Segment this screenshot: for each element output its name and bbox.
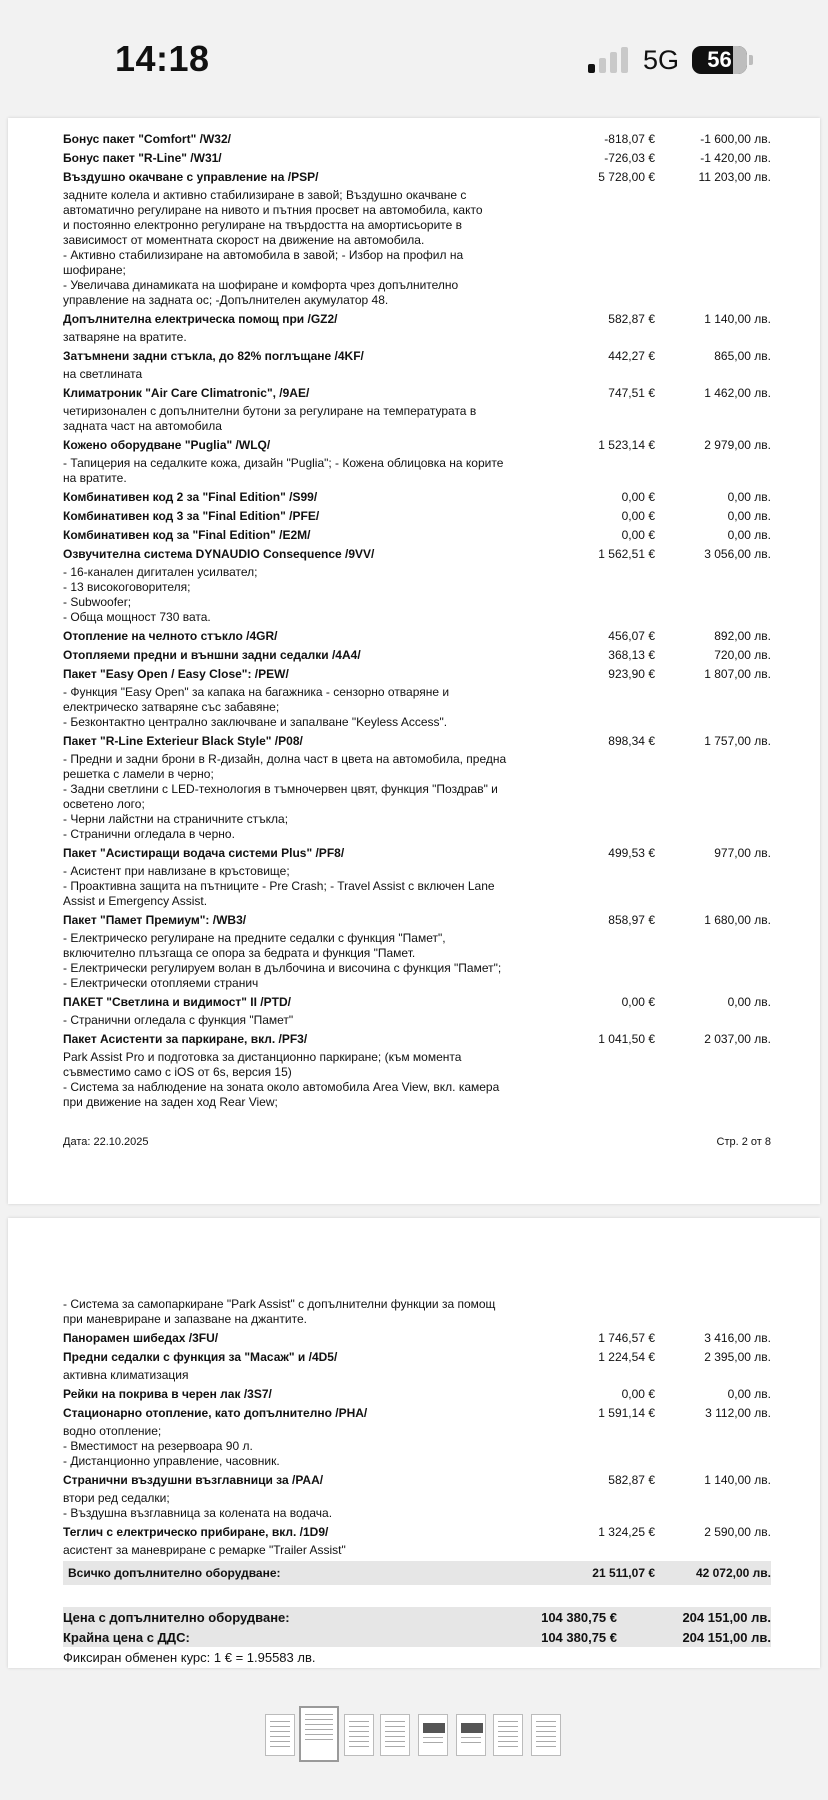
price-eur: 368,13 € [608,648,655,662]
equipment-row [63,168,771,187]
description-line: включително плъзгаща се опора за бедрата и функция "Памет. [63,946,416,960]
description-line: - Функция "Easy Open" за капака на багажника - сензорно отваряне и [63,685,450,699]
equipment-row [63,347,771,366]
description-line: - Задни светлини с LED-технология в тъмночервен цвят, функция "Поздрав" и [63,782,498,796]
equipment-row [63,384,771,403]
price-bgn: 720,00 лв. [714,648,771,662]
thumbnail-text-line [385,1736,405,1737]
description-line: - Електрически регулируем волан в дълбочина и височина с функция "Памет"; [63,961,502,975]
thumbnail-text-line [349,1736,369,1737]
final-price-label: Крайна цена с ДДС: [63,1630,190,1645]
equipment-name: Пакет "Easy Open / Easy Close": /PEW/ [63,667,289,681]
equipment-description [63,930,771,993]
equipment-name: Странични въздушни възглавници за /PAA/ [63,1473,324,1487]
page-thumbnail[interactable] [344,1714,374,1756]
equipment-description [63,564,771,627]
price-eur: 0,00 € [621,1387,655,1401]
equipment-row [63,436,771,455]
price-bgn: 2 979,00 лв. [704,438,771,452]
price-eur: -818,07 € [604,132,655,146]
description-line: съвместимо само с iOS от 6s, версия 15) [63,1065,292,1079]
thumbnail-image [423,1723,445,1733]
thumbnail-text-line [536,1726,556,1727]
thumbnail-text-line [305,1734,333,1735]
equipment-row [63,844,771,863]
equipment-description [63,863,771,911]
description-line: - Въздушна възглавница за колената на водача. [63,1506,333,1520]
equipment-name: Предни седалки с функция за "Масаж" и /4D5/ [63,1350,338,1364]
description-line: решетка с ламели в черно; [63,767,214,781]
equipment-list-continued [63,1296,771,1665]
description-line: - Асистент при навлизане в кръстовище; [63,864,290,878]
thumbnail-text-line [270,1746,290,1747]
description-line: и постоянно електронно регулиране на твърдостта на амортисьорите в [63,218,463,232]
document-page-3 [8,1218,820,1668]
equipment-name: Пакет "Асистиращи водача системи Plus" /PF8/ [63,846,345,860]
final-price-eur: 104 380,75 € [541,1630,617,1645]
page-thumbnail[interactable] [456,1714,486,1756]
thumbnail-text-line [305,1714,333,1715]
equipment-description [63,403,771,436]
price-eur: 923,90 € [608,667,655,681]
description-line: - Subwoofer; [63,595,132,609]
price-eur: 1 746,57 € [598,1331,655,1345]
thumbnail-text-line [385,1726,405,1727]
price-bgn: 2 590,00 лв. [704,1525,771,1539]
page-thumbnail[interactable] [380,1714,410,1756]
description-line: осветено лого; [63,797,145,811]
equipment-description [63,455,771,488]
final-price [63,1627,771,1647]
description-line: - Електрически отопляеми странич [63,976,259,990]
description-line: - Странични огледала в черно. [63,827,235,841]
description-line: - Странични огледала с функция "Памет" [63,1013,294,1027]
thumbnail-text-line [385,1746,405,1747]
thumbnail-text-line [305,1729,333,1730]
equipment-description [63,366,771,384]
equipment-name: Стационарно отопление, като допълнително /PHA/ [63,1406,368,1420]
equipment-row [63,1385,771,1404]
thumbnail-text-line [305,1739,333,1740]
equipment-row [63,646,771,665]
equipment-name: Комбинативен код 3 за "Final Edition" /PFE/ [63,509,320,523]
thumbnail-text-line [385,1731,405,1732]
description-line: - Предни и задни брони в R-дизайн, долна част в цвета на автомобила, предна [63,752,507,766]
price-bgn: -1 600,00 лв. [700,132,771,146]
equipment-row [63,488,771,507]
thumbnail-text-line [305,1719,333,1720]
price-eur: 1 562,51 € [598,547,655,561]
description-line: - Активно стабилизиране на автомобила в завой; - Избор на профил на [63,248,464,262]
equipment-name: Отопление на челното стъкло /4GR/ [63,629,278,643]
equipment-row [63,1348,771,1367]
equipment-row [63,993,771,1012]
description-line: активна климатизация [63,1368,189,1382]
equipment-description [63,1049,771,1112]
description-line: - 16-канален дигитален усилвател; [63,565,258,579]
equipment-description [63,684,771,732]
equipment-name: Пакет "Памет Премиум": /WB3/ [63,913,247,927]
price-with-extras-bgn: 204 151,00 лв. [682,1610,771,1625]
price-bgn: 0,00 лв. [727,1387,771,1401]
final-price-bgn: 204 151,00 лв. [682,1630,771,1645]
battery-percent: 56 [707,47,732,72]
price-eur: 5 728,00 € [598,170,655,184]
description-line: - Проактивна защита на пътниците - Pre Crash; - Travel Assist с включен Lane [63,879,495,893]
price-eur: 1 523,14 € [598,438,655,452]
thumbnail-text-line [536,1731,556,1732]
equipment-name: Комбинативен код за "Final Edition" /E2M/ [63,528,311,542]
equipment-name: Затъмнени задни стъкла, до 82% поглъщане /4KF/ [63,349,364,363]
description-line: - Увеличава динамиката на шофиране и комфорта чрез допълнително [63,278,459,292]
thumbnail-text-line [461,1737,481,1738]
equipment-name: Допълнителна електрическа помощ при /GZ2/ [63,312,338,326]
price-with-extras [63,1607,771,1627]
description-line: зависимост от моментната скорост на движение на автомобила. [63,233,425,247]
price-eur: 1 041,50 € [598,1032,655,1046]
description-line: четиризонален с допълнителни бутони за регулиране на температурата в [63,404,477,418]
thumbnail-text-line [270,1736,290,1737]
description-line: водно отопление; [63,1424,162,1438]
description-line: - Тапицерия на седалките кожа, дизайн "Puglia"; - Кожена облицовка на корите [63,456,504,470]
equipment-row [63,1471,771,1490]
price-bgn: 0,00 лв. [727,509,771,523]
thumbnail-text-line [498,1741,518,1742]
thumbnail-text-line [536,1721,556,1722]
price-bgn: 1 140,00 лв. [704,1473,771,1487]
page-thumbnail[interactable] [299,1706,339,1762]
price-eur: 1 224,54 € [598,1350,655,1364]
description-line: - Черни лайстни на страничните стъкла; [63,812,289,826]
equipment-row [63,310,771,329]
equipment-row [63,665,771,684]
description-line: при маневриране и запазване на джантите. [63,1312,308,1326]
total-extras-label: Всичко допълнително оборудване: [68,1566,281,1580]
thumbnail-text-line [423,1737,443,1738]
continued-description [63,1296,771,1329]
equipment-name: Пакет Асистенти за паркиране, вкл. /PF3/ [63,1032,308,1046]
thumbnail-text-line [461,1742,481,1743]
price-bgn: -1 420,00 лв. [700,151,771,165]
description-line: задните колела и активно стабилизиране в завой; Въздушно окачване с [63,188,467,202]
price-bgn: 2 037,00 лв. [704,1032,771,1046]
total-extras-bgn: 42 072,00 лв. [695,1566,771,1580]
description-line: втори ред седалки; [63,1491,170,1505]
clock: 14:18 [115,38,210,79]
price-eur: 456,07 € [608,629,655,643]
thumbnail-text-line [536,1741,556,1742]
thumbnail-text-line [349,1731,369,1732]
description-line: Assist и Emergency Assist. [63,894,208,908]
thumbnail-text-line [349,1726,369,1727]
description-line: затваряне на вратите. [63,330,187,344]
price-eur: 0,00 € [621,490,655,504]
price-bgn: 11 203,00 лв. [698,170,771,184]
total-extras [63,1561,771,1585]
equipment-description [63,1367,771,1385]
equipment-description [63,187,771,310]
equipment-row [63,1030,771,1049]
price-eur: -726,03 € [604,151,655,165]
price-eur: 582,87 € [608,1473,655,1487]
description-line: - Система за самопаркиране "Park Assist" с допълнителни функции за помощ [63,1297,496,1311]
description-line: асистент за маневриране с ремарке "Trailer Assist" [63,1543,346,1557]
equipment-name: ПАКЕТ "Светлина и видимост" II /PTD/ [63,995,291,1009]
equipment-description [63,1542,771,1560]
cellular-signal-icon [588,47,630,73]
price-with-extras-label: Цена с допълнително оборудване: [63,1610,290,1625]
description-line: шофиране; [63,263,126,277]
equipment-row [63,1523,771,1542]
price-bgn: 3 056,00 лв. [704,547,771,561]
price-bgn: 865,00 лв. [714,349,771,363]
document-page-2 [8,118,820,1204]
thumbnail-text-line [498,1736,518,1737]
thumbnail-text-line [270,1731,290,1732]
equipment-row [63,911,771,930]
thumbnail-text-line [498,1746,518,1747]
price-with-extras-eur: 104 380,75 € [541,1610,617,1625]
equipment-name: Комбинативен код 2 за "Final Edition" /S99/ [63,490,318,504]
equipment-description [63,329,771,347]
price-eur: 0,00 € [621,528,655,542]
price-eur: 0,00 € [621,995,655,1009]
price-bgn: 1 680,00 лв. [704,913,771,927]
equipment-name: Панорамен шибедах /3FU/ [63,1331,219,1345]
equipment-row [63,526,771,545]
price-bgn: 0,00 лв. [727,995,771,1009]
equipment-list [63,130,771,1112]
price-bgn: 1 807,00 лв. [704,667,771,681]
equipment-description [63,1012,771,1030]
equipment-name: Озвучителна система DYNAUDIO Consequence /9VV/ [63,547,375,561]
page-thumbnail[interactable] [493,1714,523,1756]
equipment-row [63,1329,771,1348]
equipment-row [63,545,771,564]
price-bgn: 1 757,00 лв. [704,734,771,748]
thumbnail-text-line [349,1741,369,1742]
price-bgn: 1 462,00 лв. [704,386,771,400]
equipment-row [63,627,771,646]
description-line: - Безконтактно централно заключване и запалване "Keyless Access". [63,715,448,729]
equipment-description [63,1423,771,1471]
spacer [63,1585,771,1607]
page-thumbnail[interactable] [531,1714,561,1756]
thumbnail-text-line [498,1726,518,1727]
price-eur: 0,00 € [621,509,655,523]
battery-cap-icon [749,55,753,65]
total-extras-eur: 21 511,07 € [592,1566,655,1580]
description-line: на светлината [63,367,143,381]
status-bar [0,0,828,118]
thumbnail-text-line [423,1742,443,1743]
footer-date: Дата: 22.10.2025 [63,1136,149,1148]
price-eur: 1 324,25 € [598,1525,655,1539]
price-bgn: 0,00 лв. [727,490,771,504]
thumbnail-text-line [498,1731,518,1732]
price-eur: 442,27 € [608,349,655,363]
thumbnail-text-line [349,1746,369,1747]
thumbnail-text-line [305,1724,333,1725]
thumbnail-image [461,1723,483,1733]
description-line: - Електрическо регулиране на предните седалки с функция "Памет", [63,931,446,945]
thumbnail-text-line [349,1721,369,1722]
thumbnail-text-line [270,1726,290,1727]
equipment-description [63,751,771,844]
price-eur: 582,87 € [608,312,655,326]
price-eur: 1 591,14 € [598,1406,655,1420]
page-thumbnail[interactable] [265,1714,295,1756]
thumbnail-text-line [385,1721,405,1722]
equipment-row [63,1404,771,1423]
thumbnail-text-line [536,1746,556,1747]
price-bgn: 0,00 лв. [727,528,771,542]
thumbnail-text-line [270,1741,290,1742]
price-bgn: 1 140,00 лв. [704,312,771,326]
price-bgn: 892,00 лв. [714,629,771,643]
equipment-name: Въздушно окачване с управление на /PSP/ [63,170,319,184]
description-line: - Вместимост на резервоара 90 л. [63,1439,253,1453]
equipment-name: Пакет "R-Line Exterieur Black Style" /P08/ [63,734,303,748]
equipment-name: Рейки на покрива в черен лак /3S7/ [63,1387,272,1401]
thumbnail-text-line [536,1736,556,1737]
equipment-name: Кожено оборудване "Puglia" /WLQ/ [63,438,271,452]
equipment-row [63,149,771,168]
description-line: - 13 високоговорителя; [63,580,191,594]
equipment-name: Бонус пакет "R-Line" /W31/ [63,151,222,165]
battery-icon [692,46,747,74]
description-line: задната част на автомобила [63,419,222,433]
price-eur: 898,34 € [608,734,655,748]
price-bgn: 2 395,00 лв. [704,1350,771,1364]
price-bgn: 3 112,00 лв. [705,1406,771,1420]
equipment-row [63,507,771,526]
description-line: при движение на заден ход Rear View; [63,1095,278,1109]
thumbnail-text-line [270,1721,290,1722]
price-bgn: 3 416,00 лв. [704,1331,771,1345]
equipment-description [63,1490,771,1523]
page-thumbnail-strip[interactable] [265,1706,565,1764]
equipment-name: Теглич с електрическо прибиране, вкл. /1D9/ [63,1525,329,1539]
description-line: Park Assist Pro и подготовка за дистанционно паркиране; (към момента [63,1050,462,1064]
description-line: - Система за наблюдение на зоната около автомобила Area View, вкл. камера [63,1080,500,1094]
description-line: - Дистанционно управление, часовник. [63,1454,280,1468]
price-eur: 499,53 € [608,846,655,860]
thumbnail-text-line [498,1721,518,1722]
description-line: електрическо затваряне със забавяне; [63,700,280,714]
price-bgn: 977,00 лв. [714,846,771,860]
equipment-row [63,130,771,149]
network-type: 5G [643,45,680,75]
exchange-rate: Фиксиран обменен курс: 1 € = 1.95583 лв. [63,1650,316,1665]
price-eur: 858,97 € [608,913,655,927]
description-line: управление на задната ос; -Допълнителен акумулатор 48. [63,293,389,307]
equipment-name: Отопляеми предни и външни задни седалки /4A4/ [63,648,361,662]
description-line: на вратите. [63,471,127,485]
price-eur: 747,51 € [608,386,655,400]
equipment-name: Бонус пакет "Comfort" /W32/ [63,132,231,146]
footer-page-number: Стр. 2 от 8 [716,1136,771,1148]
page-thumbnail[interactable] [418,1714,448,1756]
equipment-row [63,732,771,751]
description-line: - Обща мощност 730 вата. [63,610,211,624]
description-line: автоматично регулиране на нивото и пътния просвет на автомобила, както [63,203,483,217]
equipment-name: Климатроник "Air Care Climatronic", /9AE/ [63,386,310,400]
thumbnail-text-line [385,1741,405,1742]
